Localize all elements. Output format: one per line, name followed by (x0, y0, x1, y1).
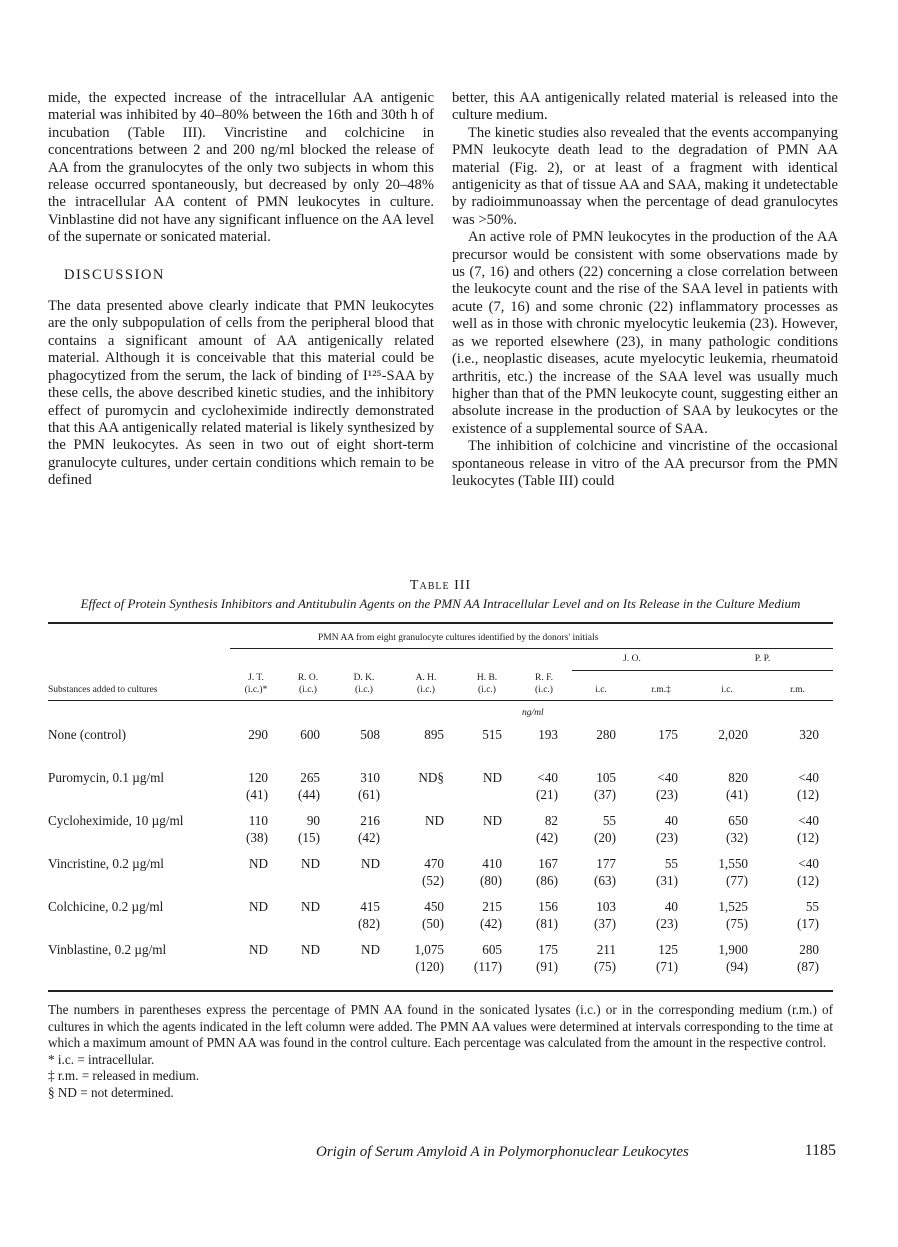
donor-sub: (i.c.) (299, 684, 317, 695)
donor-sub: i.c. (721, 684, 733, 695)
table-cell: 40 (664, 813, 678, 828)
table-cell-percent: (75) (594, 959, 616, 974)
table-cell: <40 (798, 770, 819, 785)
table-cell-percent: (42) (480, 916, 502, 931)
table-cell: 600 (300, 727, 320, 742)
table-cell-percent (282, 916, 334, 941)
table-cell: 515 (482, 727, 502, 742)
table-cell: ND§ (418, 770, 444, 785)
table-cell: 120 (248, 770, 268, 785)
table-cell-percent: (63) (594, 873, 616, 888)
table-cell-percent (692, 744, 762, 769)
unit-label: ng/ml (522, 708, 544, 719)
table-cell-percent (458, 787, 516, 812)
table-cell: 167 (538, 856, 558, 871)
table-cell-percent (334, 873, 394, 898)
table-cell-percent: (71) (656, 959, 678, 974)
paragraph: The inhibition of colchicine and vincristine of the occasional spontaneous release in vitro of the AA precursor from the PMN leukocytes (Table III) could (452, 438, 838, 489)
table-cell: 310 (360, 770, 380, 785)
table-cell: 103 (596, 899, 616, 914)
table-row (48, 855, 833, 873)
page-footer (316, 1144, 836, 1161)
table-cell: 415 (360, 899, 380, 914)
table-cell: 215 (482, 899, 502, 914)
table-cell-percent (230, 959, 282, 984)
table-cell: 1,075 (414, 942, 444, 957)
table-row-percent (48, 959, 833, 984)
donor-sub: (i.c.)* (244, 684, 268, 695)
table-cell: <40 (657, 770, 678, 785)
row-label: Colchicine, 0.2 µg/ml (48, 899, 164, 914)
table-cell: 1,550 (718, 856, 748, 871)
table-cell-percent (282, 959, 334, 984)
table-cell-percent: (91) (536, 959, 558, 974)
paragraph: mide, the expected increase of the intracellular AA antigenic material was inhibited by 40–80% between the 16th and 30th h of incubation (Table III). Vincristine and colchicine in concentrations between 2 and 200 ng/ml blocked the release of AA from the granulocytes of the only two subjects in whom this release occurred spontaneously, but decreased by only 20–48% the intracellular AA content of PMN leukocytes in culture. Vinblastine did not have any significant influence on the AA level of the supernate or sonicated material. (48, 90, 434, 246)
table-cell: 156 (538, 899, 558, 914)
footnote-main: The numbers in parentheses express the percentage of PMN AA found in the sonicated lysates (i.c.) or in the corresponding medium (r.m.) of cultures in which the agents indicated in the left column were added. The PMN AA values were determined at intervals corresponding to the time at which a maximum amount of PMN AA was found in the control culture. Each percentage was calculated from the amount in the respective control. (48, 1002, 833, 1051)
table-cell: ND (482, 770, 502, 785)
row-label: Puromycin, 0.1 µg/ml (48, 770, 165, 785)
table-cell: <40 (537, 770, 558, 785)
row-label: None (control) (48, 727, 126, 742)
donor-name: H. B. (476, 672, 498, 683)
row-header: Substances added to cultures (48, 684, 158, 695)
table-iii (48, 578, 833, 992)
table-cell: 820 (728, 770, 748, 785)
table-cell-percent: (20) (594, 830, 616, 845)
footnote: ‡ r.m. = released in medium. (48, 1068, 199, 1084)
table-cell-percent (334, 959, 394, 984)
table-bottom-rule (48, 990, 833, 992)
donor-sub: i.c. (595, 684, 607, 695)
table-cell: 216 (360, 813, 380, 828)
table-cell: 280 (799, 942, 819, 957)
table-cell-percent: (42) (358, 830, 380, 845)
left-column (48, 90, 434, 490)
table-cell-percent: (37) (594, 916, 616, 931)
donor-name: A. H. (415, 672, 437, 683)
donor-sub: r.m. (790, 684, 805, 695)
table-cell: 55 (805, 899, 819, 914)
table-cell-percent: (15) (298, 830, 320, 845)
table-cell-percent: (12) (797, 787, 819, 802)
donor-name: J. T. (248, 672, 264, 683)
table-cell: ND (300, 856, 320, 871)
table-cell-percent: (44) (298, 787, 320, 802)
row-label: Vinblastine, 0.2 µg/ml (48, 942, 167, 957)
page-number: 1185 (804, 1142, 836, 1159)
table-cell-percent: (81) (536, 916, 558, 931)
table-title: Table III (409, 578, 472, 593)
table-cell-percent (230, 744, 282, 769)
table-cell-percent: (42) (536, 830, 558, 845)
running-title: Origin of Serum Amyloid A in Polymorphonuclear Leukocytes (316, 1144, 689, 1160)
table-caption: Effect of Protein Synthesis Inhibitors and Antitubulin Agents on the PMN AA Intracellular Level and on Its Release in the Culture Medium (80, 596, 801, 611)
table-cell-percent: (94) (726, 959, 748, 974)
table-cell-percent: (80) (480, 873, 502, 888)
table-cell-percent: (31) (656, 873, 678, 888)
table-cell-percent: (77) (726, 873, 748, 888)
table-cell: 320 (799, 727, 819, 742)
donor-sub: (i.c.) (417, 684, 435, 695)
table-cell-percent: (38) (246, 830, 268, 845)
table-cell-percent: (41) (246, 787, 268, 802)
data-table (48, 624, 833, 984)
table-cell-percent (282, 873, 334, 898)
table-cell-percent: (41) (726, 787, 748, 802)
table-cell: 40 (664, 899, 678, 914)
donor-jo-header: J. O. (572, 648, 692, 670)
table-cell-percent: (23) (656, 830, 678, 845)
table-cell: 1,525 (718, 899, 748, 914)
table-cell: 605 (482, 942, 502, 957)
table-cell: <40 (798, 813, 819, 828)
table-cell: 280 (596, 727, 616, 742)
table-cell: 105 (596, 770, 616, 785)
table-cell: 110 (248, 813, 268, 828)
table-row-percent (48, 744, 833, 769)
section-heading: DISCUSSION (64, 266, 165, 283)
table-cell-percent (630, 744, 692, 769)
table-cell: 265 (300, 770, 320, 785)
donor-name: D. K. (353, 672, 375, 683)
table-cell: ND (248, 942, 268, 957)
table-cell-percent (334, 744, 394, 769)
table-footnotes (48, 1002, 833, 1102)
table-cell: 175 (538, 942, 558, 957)
footnote: * i.c. = intracellular. (48, 1051, 155, 1067)
table-cell-percent: (117) (473, 959, 502, 974)
table-cell: ND (300, 942, 320, 957)
table-cell-percent (762, 744, 833, 769)
table-cell-percent: (12) (797, 830, 819, 845)
table-cell-percent: (32) (726, 830, 748, 845)
table-cell-percent (394, 744, 458, 769)
donor-pp-header: P. P. (692, 648, 833, 670)
table-cell: ND (300, 899, 320, 914)
right-column (452, 90, 838, 490)
table-cell-percent (394, 830, 458, 855)
table-row-percent (48, 787, 833, 812)
table-row (48, 726, 833, 744)
table-cell: ND (424, 813, 444, 828)
donor-name: R. O. (297, 672, 319, 683)
table-cell-percent: (75) (726, 916, 748, 931)
table-row (48, 898, 833, 916)
table-cell: 55 (664, 856, 678, 871)
table-cell: 895 (424, 727, 444, 742)
table-row-percent (48, 830, 833, 855)
table-row (48, 812, 833, 830)
paragraph: The kinetic studies also revealed that the events accompanying PMN leukocyte death lead to the degradation of PMN AA material (Fig. 2), or at least of a fragment with identical antigenicity as that of tissue AA and SAA, making it undetectable by radioimmunoassay when the percentage of dead granulocytes was >50%. (452, 124, 838, 228)
table-cell: 82 (544, 813, 558, 828)
table-cell-percent: (23) (656, 787, 678, 802)
row-label: Cycloheximide, 10 µg/ml (48, 813, 184, 828)
table-cell-percent: (120) (415, 959, 444, 974)
table-cell-percent: (12) (797, 873, 819, 888)
table-row (48, 769, 833, 787)
table-cell: 290 (248, 727, 268, 742)
table-cell: 650 (728, 813, 748, 828)
row-label: Vincristine, 0.2 µg/ml (48, 856, 164, 871)
table-row-percent (48, 873, 833, 898)
table-cell-percent (458, 744, 516, 769)
table-cell-percent (516, 744, 572, 769)
span-header: PMN AA from eight granulocyte cultures identified by the donors' initials (318, 632, 599, 643)
table-cell-percent: (37) (594, 787, 616, 802)
paragraph: An active role of PMN leukocytes in the production of the AA precursor would be consistent with some observations made by us (7, 16) and others (22) concerning a close correlation between the leukocyte count and the rise of the SAA level in patients with acute (7, 16) and some chronic (22) inflammatory processes as well as in those with chronic myelocytic leukemia (23). However, as we reported elsewhere (23), in many pathologic conditions (i.e., neoplastic diseases, acute myelocytic leukemia, rheumatoid arthritis, etc.) the increase of the SAA level was usually much higher than that of the PMN leukocyte count, suggesting either an absolute increase in the production of SAA by leukocytes or the existence of a supplemental source of SAA. (452, 229, 838, 437)
table-cell-percent: (50) (422, 916, 444, 931)
table-cell-percent: (86) (536, 873, 558, 888)
donor-sub: (i.c.) (535, 684, 553, 695)
table-cell-percent: (87) (797, 959, 819, 974)
table-cell-percent (282, 744, 334, 769)
table-cell: 125 (658, 942, 678, 957)
table-cell-percent (394, 787, 458, 812)
table-cell: 175 (658, 727, 678, 742)
table-cell-percent: (21) (536, 787, 558, 802)
table-cell: 90 (306, 813, 320, 828)
table-cell: ND (360, 942, 380, 957)
paragraph: better, this AA antigenically related material is released into the culture medium. (452, 90, 838, 124)
table-cell: 508 (360, 727, 380, 742)
table-cell: 410 (482, 856, 502, 871)
table-cell-percent: (52) (422, 873, 444, 888)
table-cell: <40 (798, 856, 819, 871)
table-cell-percent: (82) (358, 916, 380, 931)
table-cell-percent (458, 830, 516, 855)
table-cell: 470 (424, 856, 444, 871)
table-cell: 177 (596, 856, 616, 871)
paragraph: The data presented above clearly indicate that PMN leukocytes are the only subpopulation of cells from the peripheral blood that contains a significant amount of AA antigenically related material. Although it is conceivable that this material could be phagocytized from the serum, the lack of binding of I¹²⁵-SAA by these cells, the above described kinetic studies, and the inhibitory effect of puromycin and cycloheximide indirectly demonstrated that this AA antigenically related material is likely synthesized by the PMN leukocytes. As seen in two out of eight short-term granulocyte cultures, under certain conditions which remain to be defined (48, 298, 434, 489)
table-cell: ND (482, 813, 502, 828)
table-cell: 211 (596, 942, 616, 957)
table-cell: ND (248, 856, 268, 871)
table-cell: 1,900 (718, 942, 748, 957)
table-cell-percent (572, 744, 630, 769)
footnote: § ND = not determined. (48, 1084, 174, 1100)
table-cell-percent (230, 873, 282, 898)
table-cell: 55 (602, 813, 616, 828)
table-row (48, 941, 833, 959)
table-cell: 193 (538, 727, 558, 742)
table-cell-percent: (23) (656, 916, 678, 931)
table-cell-percent: (61) (358, 787, 380, 802)
table-cell: 2,020 (718, 727, 748, 742)
table-cell: 450 (424, 899, 444, 914)
table-cell-percent: (17) (797, 916, 819, 931)
donor-sub: r.m.‡ (651, 684, 671, 695)
table-cell: ND (248, 899, 268, 914)
table-cell: ND (360, 856, 380, 871)
table-row-percent (48, 916, 833, 941)
donor-sub: (i.c.) (355, 684, 373, 695)
donor-name: R. F. (535, 672, 553, 683)
donor-sub: (i.c.) (478, 684, 496, 695)
table-body (48, 726, 833, 984)
table-cell-percent (230, 916, 282, 941)
